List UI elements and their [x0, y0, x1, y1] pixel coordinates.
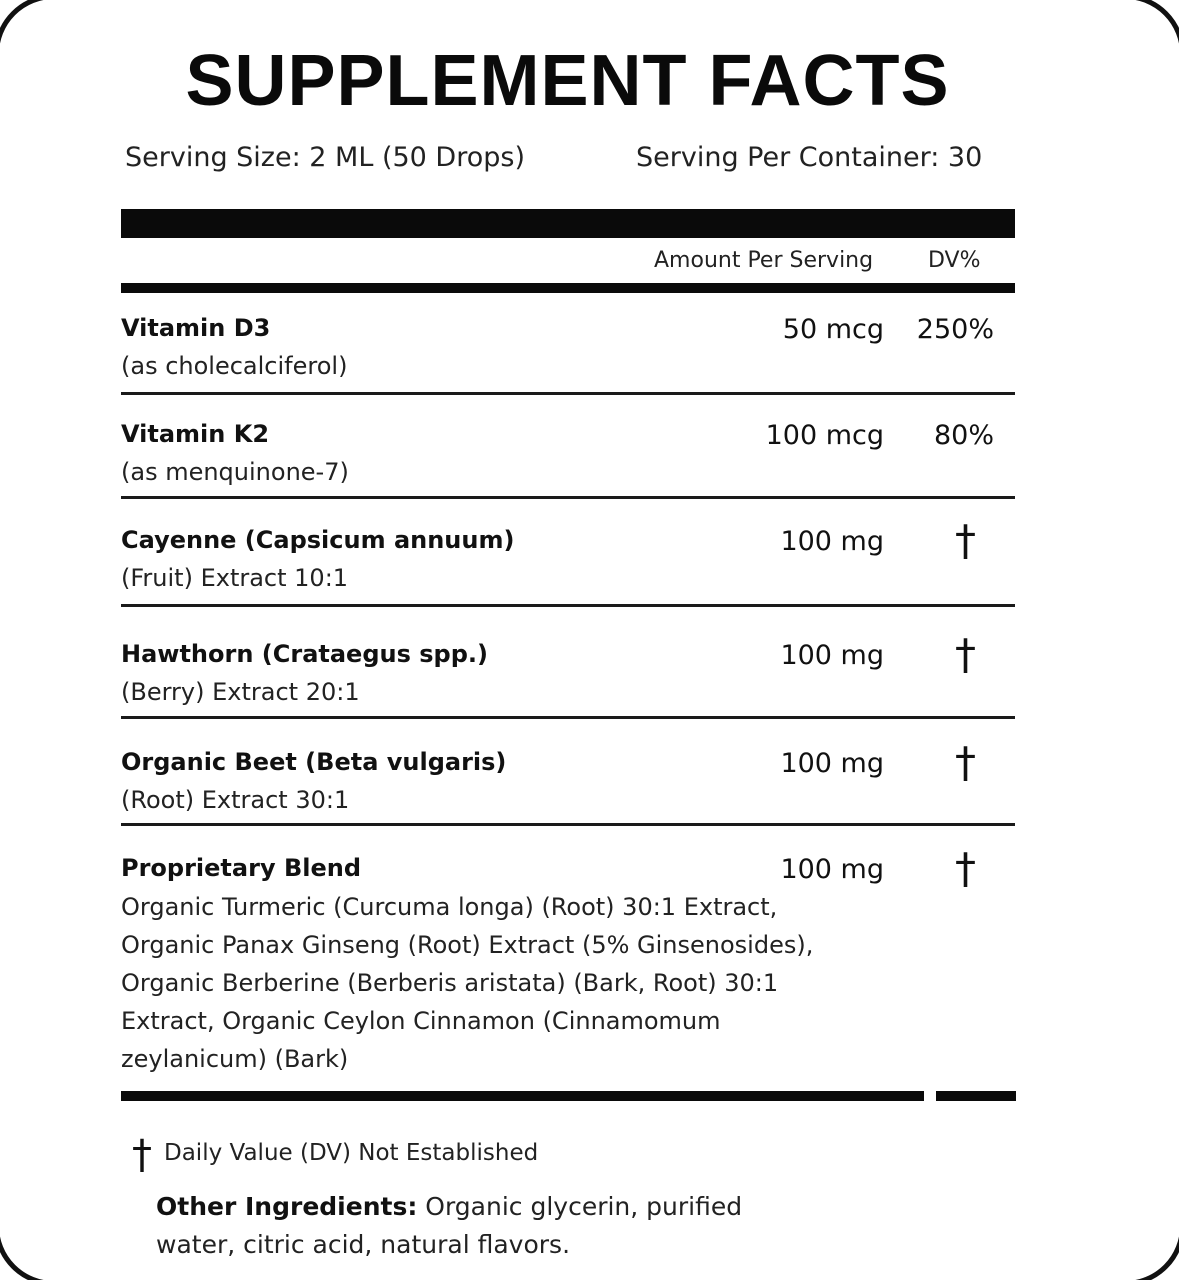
ingredient-amount: 100 mg — [780, 640, 884, 671]
page-title: SUPPLEMENT FACTS — [185, 41, 950, 121]
amount-column-header: Amount Per Serving — [654, 248, 874, 273]
row-divider — [121, 392, 1015, 395]
ingredient-form: (Fruit) Extract 10:1 — [121, 564, 349, 592]
ingredient-amount: 100 mg — [780, 854, 884, 885]
row-divider — [121, 823, 1015, 826]
ingredient-form: (as cholecalciferol) — [121, 352, 348, 380]
bottom-thick-divider-right — [936, 1091, 1016, 1101]
serving-size: Serving Size: 2 ML (50 Drops) — [125, 142, 525, 173]
ingredient-name: Hawthorn (Crataegus spp.) — [121, 640, 488, 668]
other-ingredients-label: Other Ingredients: — [156, 1192, 418, 1221]
ingredient-row-cayenne — [121, 516, 1015, 596]
servings-per-container: Serving Per Container: 30 — [636, 142, 983, 173]
other-ingredients — [156, 1188, 796, 1264]
ingredient-form: (Root) Extract 30:1 — [121, 786, 350, 814]
footnote-text: Daily Value (DV) Not Established — [164, 1140, 539, 1166]
ingredient-amount: 100 mg — [780, 526, 884, 557]
ingredient-row-hawthorn — [121, 630, 1015, 710]
ingredient-row-vitamin-k2 — [121, 420, 1015, 490]
row-divider — [121, 716, 1015, 719]
row-divider — [121, 496, 1015, 499]
header-divider — [121, 283, 1015, 293]
bottom-thick-divider — [121, 1091, 924, 1101]
ingredient-name: Organic Beet (Beta vulgaris) — [121, 748, 507, 776]
dagger-icon: † — [955, 516, 976, 565]
proprietary-blend-description: Organic Turmeric (Curcuma longa) (Root) 30:1 Extract, Organic Panax Ginseng (Root) Extract (5% Ginsenosides), Organic Berberine (Berberis aristata) (Bark, Root) 30:1 Extract, Organic Ceylon Cinnamon (Cinnamomum zeylanicum) (Bark) — [121, 893, 814, 1073]
ingredient-name: Proprietary Blend — [121, 854, 361, 882]
ingredient-form: (as menquinone-7) — [121, 458, 349, 486]
dagger-icon: † — [132, 1132, 152, 1178]
ingredient-dv: 250% — [916, 314, 994, 345]
dv-footnote — [132, 1124, 539, 1178]
ingredient-row-vitamin-d3 — [121, 314, 1015, 384]
top-thick-divider — [121, 209, 1015, 238]
row-divider — [121, 604, 1015, 607]
other-ingredients-text: Organic glycerin, purified water, citric acid, natural flavors. — [156, 1192, 743, 1259]
dagger-icon: † — [955, 844, 976, 893]
ingredient-dv: 80% — [933, 420, 994, 451]
ingredient-name: Vitamin K2 — [121, 420, 270, 448]
ingredient-name: Cayenne (Capsicum annuum) — [121, 526, 515, 554]
ingredient-amount: 50 mcg — [782, 314, 884, 345]
ingredient-amount: 100 mg — [780, 748, 884, 779]
ingredient-form: (Berry) Extract 20:1 — [121, 678, 360, 706]
dv-column-header: DV% — [928, 248, 981, 273]
ingredient-amount: 100 mcg — [765, 420, 884, 451]
ingredient-name: Vitamin D3 — [121, 314, 271, 342]
dagger-icon: † — [955, 738, 976, 787]
dagger-icon: † — [955, 630, 976, 679]
ingredient-row-organic-beet — [121, 738, 1015, 818]
